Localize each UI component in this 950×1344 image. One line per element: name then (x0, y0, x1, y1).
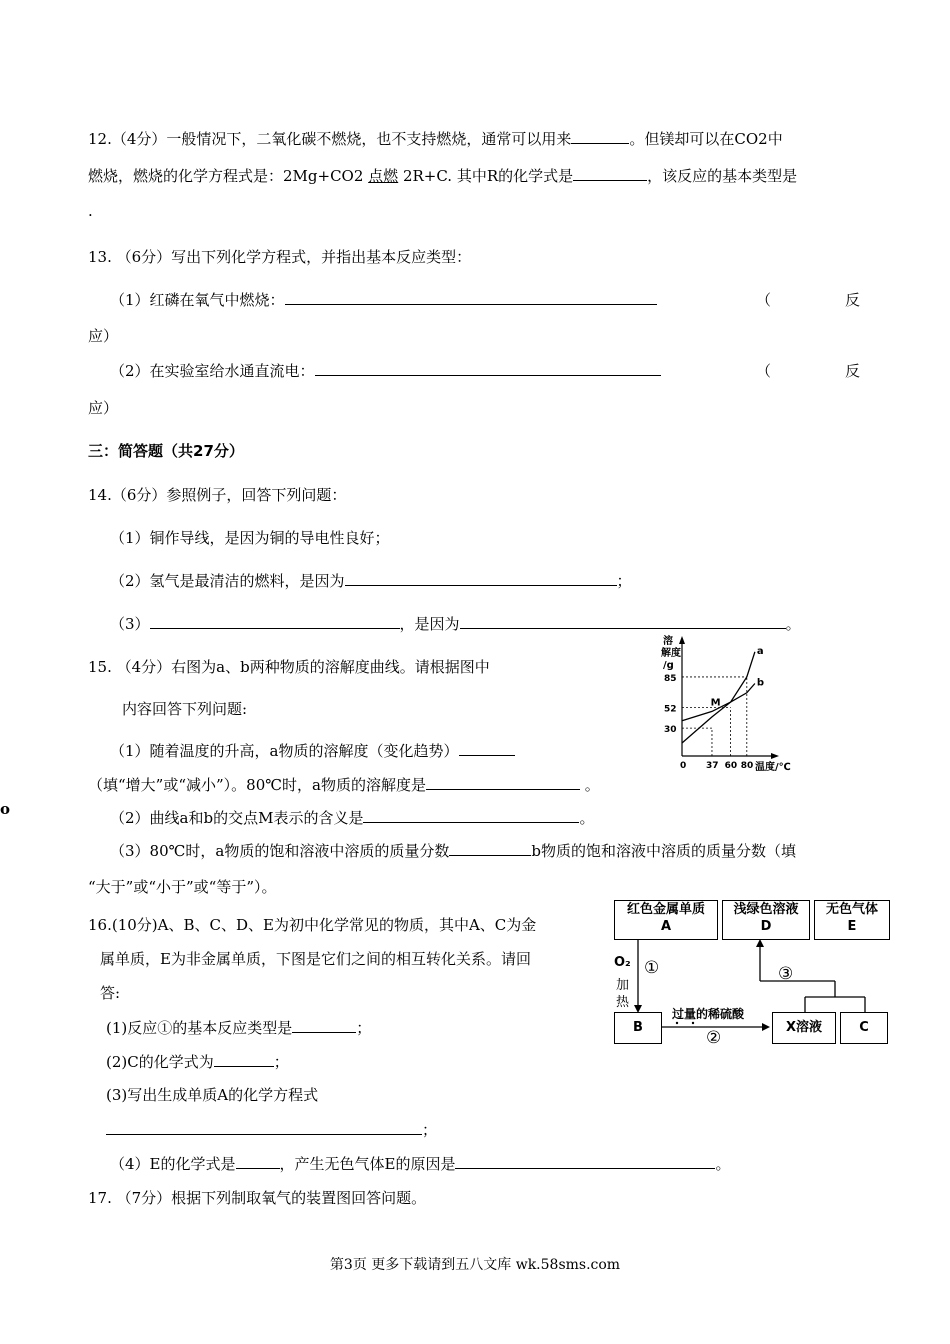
q17-title: 17. （7分）根据下列制取氧气的装置图回答问题。 (88, 1189, 427, 1207)
q15-item1b: （填“增大”或“减小”）。80℃时，a物质的溶解度是 。 (88, 776, 600, 794)
q13-item2: （2）在实验室给水通直流电： (110, 360, 661, 381)
x-tick-label: 60 (724, 761, 738, 771)
x-tick-label: 37 (705, 761, 719, 771)
dot (692, 1022, 694, 1024)
q14-item1: （1）铜作导线，是因为铜的导电性良好； (110, 529, 390, 547)
reaction-3-marker: ③ (778, 964, 794, 984)
intersection-label: M (710, 697, 721, 709)
box-b: B (614, 1012, 662, 1044)
blank[interactable] (214, 1052, 274, 1067)
q15-item3: （3）80℃时，a物质的饱和溶液中溶质的质量分数 b物质的饱和溶液中溶质的质量分数（填 (110, 842, 796, 860)
arrow-2-head (762, 1023, 770, 1031)
q12-line2: 燃烧，燃烧的化学方程式是：2Mg+CO2 点燃 2R+C. 其中R的化学式是 ，该反应的基本类型是 (88, 167, 798, 185)
heat-label-2: 热 (616, 995, 630, 1010)
q16-item2: (2)C的化学式为 ； (106, 1053, 289, 1071)
box-e (814, 900, 890, 940)
blank[interactable] (292, 1018, 356, 1033)
box-d (722, 900, 810, 940)
q16-line1: 16.(10分)A、B、C、D、E为初中化学常见的物质，其中A、C为金 (88, 916, 537, 934)
box-e-letter: E (847, 919, 857, 934)
q16-item3-answer: ； (106, 1119, 437, 1140)
blank[interactable] (150, 614, 400, 629)
y-axis-label-3: /g (663, 660, 674, 671)
box-a-letter: A (660, 919, 672, 934)
q16-line3: 答: (100, 984, 121, 1002)
reaction-condition: 点燃 (368, 167, 399, 185)
fan-text: 反 (845, 291, 861, 309)
q12-line1: 12.（4分）一般情况下，二氧化碳不燃烧，也不支持燃烧，通常可以用来 。但镁却可以在CO2中 (88, 130, 783, 148)
ying-text: 应） (88, 399, 119, 417)
y-tick-label: 52 (664, 704, 677, 715)
reaction-1-marker: ① (644, 958, 660, 978)
q15-item1: （1）随着温度的升高，a物质的溶解度（变化趋势） (110, 740, 515, 761)
q15-item2: （2）曲线a和b的交点M表示的含义是 。 (110, 809, 595, 827)
q15-title: 15. （4分）右图为a、b两种物质的溶解度曲线。请根据图中 (88, 658, 490, 676)
x-tick-label: 80 (740, 761, 754, 771)
blank[interactable] (573, 166, 647, 181)
y-tick-label: 85 (664, 673, 677, 684)
blank[interactable] (571, 129, 629, 144)
arrow-3-head (756, 939, 764, 947)
y-tick-label: 30 (664, 725, 677, 736)
blank[interactable] (285, 290, 657, 305)
y-axis-label-1: 溶 (663, 636, 673, 647)
y-axis-label-2: 解度 (661, 648, 681, 659)
acid-label: 过量的稀硫酸 (672, 1007, 745, 1021)
q13-title: 13. （6分）写出下列化学方程式，并指出基本反应类型： (88, 248, 472, 266)
x-tick-label: 0 (680, 761, 687, 771)
arrow-1-head (634, 1005, 642, 1013)
reaction-2-marker: ② (706, 1028, 722, 1048)
q12-line3: . (88, 202, 93, 220)
solubility-chart (655, 632, 800, 777)
blank[interactable] (455, 1154, 715, 1169)
o2-label: O₂ (614, 955, 631, 970)
q16-line2: 属单质，E为非金属单质，下图是它们之间的相互转化关系。请回 (100, 950, 531, 968)
section-heading: 三：简答题（共27分） (88, 442, 244, 460)
margin-mark: o (0, 800, 11, 818)
q16-item4: （4）E的化学式是 ，产生无色气体E的原因是 。 (110, 1155, 731, 1173)
paren: （ (756, 362, 772, 380)
ying-text: 应） (88, 327, 119, 345)
blank[interactable] (459, 741, 515, 756)
x-axis-arrow (771, 753, 779, 759)
q14-title: 14.（6分）参照例子，回答下列问题： (88, 486, 347, 504)
q15-title2: 内容回答下列问题: (122, 700, 248, 718)
heat-label-1: 加 (616, 978, 630, 993)
paren: （ (756, 291, 772, 309)
q16-item1: (1)反应①的基本反应类型是 ； (106, 1019, 372, 1037)
blank[interactable] (460, 614, 786, 629)
diagram-arrows (600, 935, 900, 1055)
box-c: C (840, 1012, 888, 1044)
series-label-a: a (756, 645, 764, 657)
box-d-label: 浅绿色溶液 (733, 902, 799, 917)
y-axis-arrow (679, 636, 685, 644)
blank[interactable] (363, 808, 579, 823)
q14-item2: （2）氢气是最清洁的燃料，是因为 ； (110, 572, 632, 590)
box-a (614, 900, 718, 940)
box-d-letter: D (760, 919, 772, 934)
blank[interactable] (449, 841, 531, 856)
box-e-label: 无色气体 (825, 902, 878, 917)
page-footer: 第3页 更多下载请到五八文库 wk.58sms.com (329, 1257, 621, 1273)
box-a-label: 红色金属单质 (626, 902, 705, 917)
blank[interactable] (345, 571, 617, 586)
q13-item1: （1）红磷在氧气中燃烧： (110, 289, 657, 310)
blank[interactable] (106, 1120, 422, 1135)
blank[interactable] (426, 775, 580, 790)
blank[interactable] (315, 361, 661, 376)
q16-item3: (3)写出生成单质A的化学方程式 (106, 1086, 319, 1104)
series-label-b: b (756, 677, 765, 689)
x-axis-label: 温度/℃ (755, 762, 791, 773)
box-x: X溶液 (772, 1012, 836, 1044)
q15-item3c: “大于”或“小于”或“等于”）。 (88, 878, 277, 896)
fan-text: 反 (845, 362, 861, 380)
blank[interactable] (236, 1154, 280, 1169)
q14-item3: （3） ，是因为 。 (110, 615, 801, 633)
dot (676, 1022, 678, 1024)
